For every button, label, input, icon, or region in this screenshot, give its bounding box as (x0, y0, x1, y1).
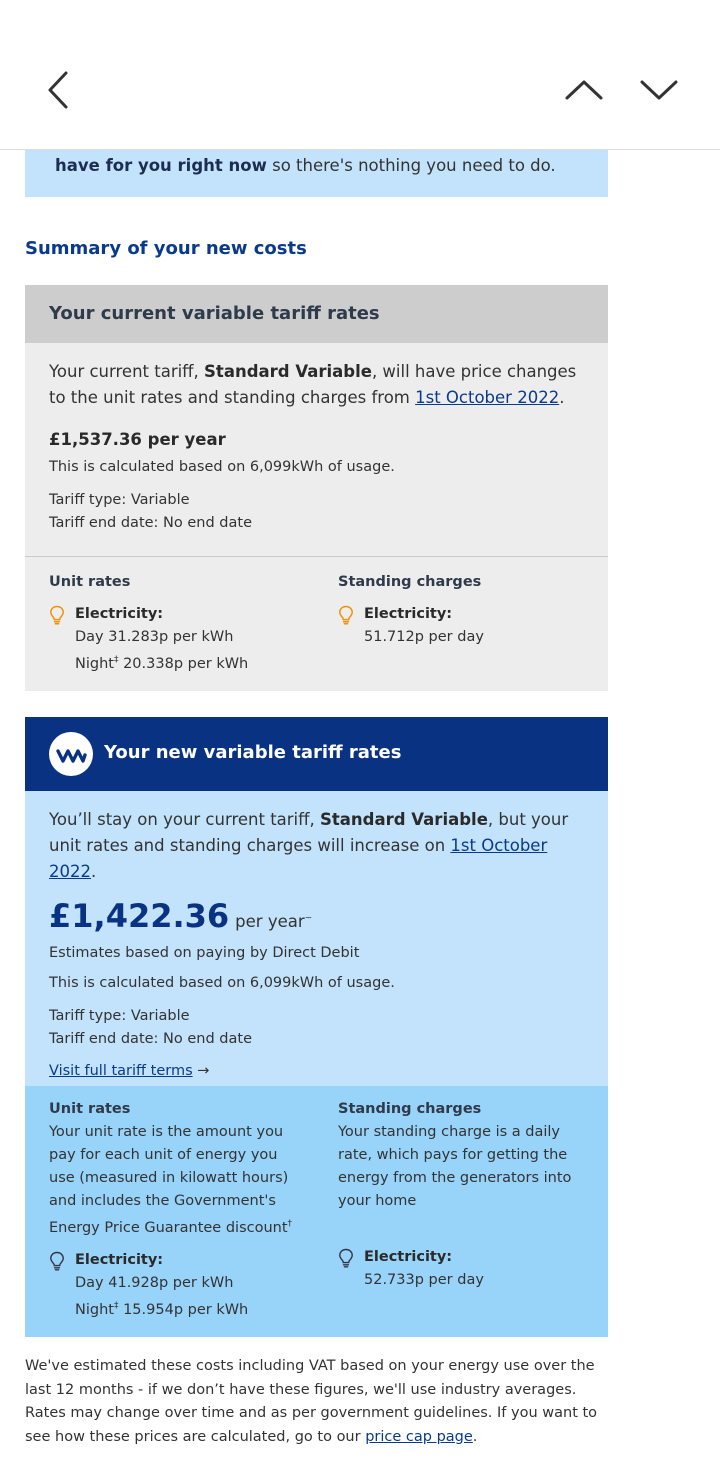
disclaimer-end: . (472, 1428, 478, 1445)
terms-link-text[interactable]: Visit full tariff terms (49, 1063, 193, 1079)
standing-rate: 51.712p per day (364, 629, 484, 645)
new-annual-price (49, 897, 584, 935)
current-tariff-card (25, 285, 608, 691)
standing-charges-column (338, 1098, 593, 1213)
summary-title: Summary of your new costs (25, 238, 307, 259)
date-link[interactable]: 1st October 2022 (49, 836, 548, 881)
night-footnote: ‡ (113, 655, 119, 665)
intro-text: Your current tariff, (49, 362, 205, 381)
intro-text: You’ll stay on your current tariff, (49, 810, 321, 829)
price-footnote: ~ (304, 913, 313, 924)
lightbulb-icon (338, 605, 354, 625)
unit-rates-column (49, 1098, 299, 1240)
banner-bold-text: have for you right now (55, 156, 267, 175)
standing-charges-description: Your standing charge is a daily rate, which pays for getting the energy from the generators into your home (338, 1124, 572, 1209)
electricity-unit-rates (75, 1249, 248, 1322)
tariff-end-date: Tariff end date: No end date (49, 1031, 252, 1047)
tariff-name: Standard Variable (204, 362, 372, 381)
day-rate: Day 41.928p per kWh (75, 1275, 234, 1291)
unit-rates-description: Your unit rate is the amount you pay for each unit of energy you use (measured in kilowatt hours) and includes the Government's Energy Price Guarantee discount (49, 1124, 289, 1236)
tariff-type: Tariff type: Variable (49, 1008, 190, 1024)
usage-text: This is calculated based on 6,099kWh of usage. (49, 459, 395, 475)
tariff-terms-link[interactable] (49, 1063, 584, 1079)
usage-text: This is calculated based on 6,099kWh of usage. (49, 975, 395, 991)
cost-disclaimer (25, 1355, 615, 1449)
electricity-label: Electricity: (364, 1249, 453, 1265)
chevron-up-icon (564, 68, 604, 112)
electricity-label: Electricity: (75, 1252, 164, 1268)
current-rates-section (25, 557, 608, 691)
price-cap-link[interactable]: price cap page (365, 1428, 473, 1445)
arrow-right-icon: → (197, 1063, 210, 1079)
intro-text: , will have price changes to the unit rates and standing charges from (49, 362, 577, 407)
back-button[interactable] (40, 68, 80, 112)
night-footnote: ‡ (113, 1301, 119, 1311)
intro-text: . (559, 388, 565, 407)
electricity-label: Electricity: (75, 606, 164, 622)
standing-charges-title: Standing charges (338, 1101, 482, 1117)
night-rate: 20.338p per kWh (118, 655, 249, 672)
current-annual-price: £1,537.36 per year (49, 430, 226, 449)
standing-charges-title: Standing charges (338, 574, 482, 590)
new-tariff-details (25, 791, 608, 1086)
lightbulb-icon (49, 1251, 65, 1271)
night-label: Night (75, 1301, 114, 1318)
current-tariff-intro (49, 359, 584, 411)
new-rates-section (25, 1086, 608, 1337)
banner-text: so there's nothing you need to do. (266, 156, 556, 175)
new-tariff-header (25, 717, 608, 791)
tariff-end-date: Tariff end date: No end date (49, 515, 252, 531)
lightbulb-icon (338, 1248, 354, 1268)
unit-rates-title: Unit rates (49, 1101, 131, 1117)
electricity-standing-charge (364, 1246, 484, 1292)
discount-footnote: † (287, 1219, 293, 1229)
previous-button[interactable] (564, 68, 604, 112)
intro-text: , but your unit rates and standing charges will increase on (49, 810, 569, 855)
new-tariff-heading: Your new variable tariff rates (104, 742, 402, 763)
day-rate: Day 31.283p per kWh (75, 629, 234, 645)
night-rate: 15.954p per kWh (118, 1301, 249, 1318)
night-label: Night (75, 655, 114, 672)
date-link[interactable]: 1st October 2022 (415, 388, 560, 407)
brand-logo (49, 732, 93, 776)
chevron-left-icon (40, 68, 80, 112)
current-tariff-details (25, 343, 608, 557)
tariff-type: Tariff type: Variable (49, 492, 190, 508)
disclaimer-text: We've estimated these costs including VAT based on your energy use over the last 12 months - if we don’t have these figures, we'll use industry averages. Rates may change over time and as per government guidelines. If you want to see how these prices are calculated, go to our (25, 1358, 598, 1445)
chevron-down-icon (639, 68, 679, 112)
new-tariff-intro (49, 807, 584, 885)
electricity-label: Electricity: (364, 606, 453, 622)
electricity-standing-charge (364, 603, 484, 649)
per-year-label: per year (235, 912, 305, 931)
next-button[interactable] (639, 68, 679, 112)
current-tariff-heading: Your current variable tariff rates (25, 285, 608, 343)
new-tariff-card (25, 717, 608, 1337)
standing-rate: 52.733p per day (364, 1272, 484, 1288)
intro-text: . (91, 862, 97, 881)
direct-debit-note: Estimates based on paying by Direct Debit (49, 945, 360, 961)
wave-logo-icon (49, 732, 93, 776)
tariff-name: Standard Variable (320, 810, 488, 829)
top-nav-bar (0, 0, 720, 150)
price-amount: £1,422.36 (49, 897, 230, 935)
unit-rates-title: Unit rates (49, 574, 131, 590)
electricity-unit-rates (75, 603, 248, 676)
lightbulb-icon (49, 605, 65, 625)
